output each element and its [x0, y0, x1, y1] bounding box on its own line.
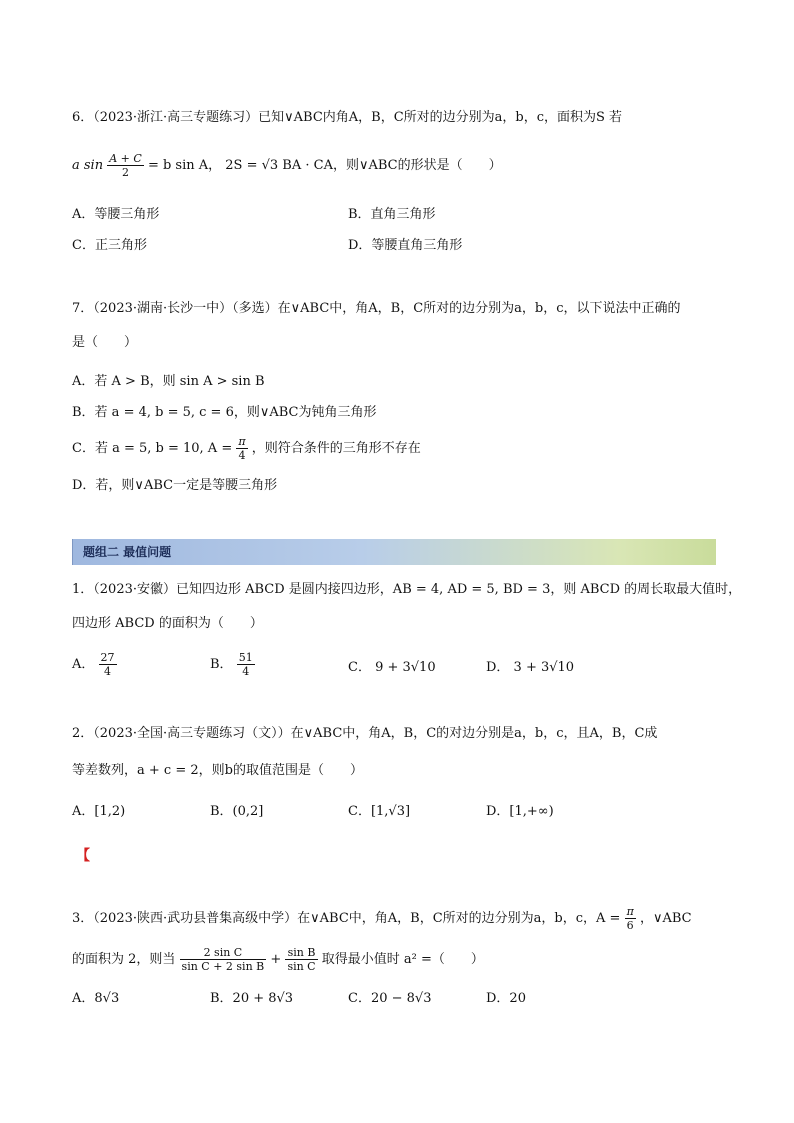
q6-option-d: D．等腰直角三角形 — [348, 238, 463, 253]
section-header-bar — [72, 539, 716, 565]
s2q1-option-b-fraction — [237, 651, 255, 678]
section-title: 题组二 最值问题 — [83, 545, 172, 559]
s2q2-option-c: C．[1,√3] — [348, 804, 411, 819]
s2q3-frac2-den: sin C — [287, 960, 316, 973]
s2q3-fraction-1 — [180, 946, 267, 973]
s2q1-line2: 四边形 ABCD 的面积为（ ） — [72, 616, 263, 631]
s2q2-line1: 2．（2023·全国·高三专题练习（文））在∨ABC中，角A，B，C的对边分别是a，b，c，且A，B，C成 — [72, 726, 658, 741]
s2q3-line1 — [72, 905, 692, 932]
q6-frac-den: 2 — [122, 166, 130, 179]
s2q1-option-b — [210, 651, 255, 678]
q6-line2-prefix: a sin — [72, 158, 104, 173]
s2q3-plus: + — [270, 952, 282, 967]
s2q3-frac-a-num: π — [626, 905, 634, 918]
s2q1-option-d: D． 3 + 3√10 — [486, 660, 575, 675]
q6-line1: 6．（2023·浙江·高三专题练习）已知∨ABC内角A，B，C所对的边分别为a，b，c，面积为S 若 — [72, 110, 623, 125]
s2q3-frac1-num: 2 sin C — [180, 946, 267, 960]
s2q3-fraction-2 — [285, 946, 317, 973]
s2q3-line1-prefix: 3．（2023·陕西·武功县普集高级中学）在∨ABC中，角A，B，C所对的边分别为a，b，c，A = — [72, 911, 621, 926]
s2q3-fraction-a — [625, 905, 636, 932]
q6-frac-num: A + C — [109, 152, 142, 165]
s2q3-frac1-den: sin C + 2 sin B — [181, 960, 265, 973]
s2q3-option-c: C．20 − 8√3 — [348, 991, 432, 1006]
s2q1-option-b-den: 4 — [242, 665, 250, 678]
s2q1-option-a-den: 4 — [104, 665, 112, 678]
q6-option-b: B．直角三角形 — [348, 207, 436, 222]
q7-frac-num: π — [238, 435, 246, 448]
s2q1-option-c: C． 9 + 3√10 — [348, 660, 436, 675]
q7-line1: 7．（2023·湖南·长沙一中）（多选）在∨ABC中，角A，B，C所对的边分别为a，b，c，以下说法中正确的 — [72, 301, 681, 316]
q6-fraction — [107, 152, 144, 179]
q7-option-c-suffix: ，则符合条件的三角形不存在 — [251, 441, 421, 456]
s2q1-option-b-label: B． — [210, 657, 233, 672]
q7-option-c — [72, 435, 421, 462]
q7-option-a: A．若 A > B，则 sin A > sin B — [72, 374, 265, 389]
q7-line2: 是（ ） — [72, 335, 138, 350]
s2q2-option-b: B．(0,2] — [210, 804, 264, 819]
q7-fraction — [236, 435, 247, 462]
q6-line2 — [72, 152, 502, 179]
red-bracket-mark: 【 — [76, 848, 90, 864]
s2q3-option-d: D．20 — [486, 991, 526, 1006]
q6-option-a: A．等腰三角形 — [72, 207, 160, 222]
s2q3-line2-suffix: 取得最小值时 a² =（ ） — [321, 952, 484, 967]
s2q1-option-a-num: 27 — [100, 651, 115, 664]
s2q2-line2: 等差数列，a + c = 2，则b的取值范围是（ ） — [72, 763, 363, 778]
s2q3-option-b: B．20 + 8√3 — [210, 991, 294, 1006]
s2q1-option-a-fraction — [99, 651, 117, 678]
s2q3-frac-a-den: 6 — [626, 919, 634, 932]
q7-frac-den: 4 — [238, 449, 246, 462]
s2q3-frac2-num: sin B — [285, 946, 317, 960]
s2q3-line2 — [72, 946, 484, 973]
s2q2-option-a: A．[1,2) — [72, 804, 126, 819]
q6-option-c: C．正三角形 — [72, 238, 147, 253]
s2q1-option-a-label: A． — [72, 657, 95, 672]
q6-line2-suffix: = b sin A， 2S = √3 BA · CA，则∨ABC的形状是（ ） — [147, 158, 502, 173]
s2q1-line1: 1．（2023·安徽）已知四边形 ABCD 是圆内接四边形，AB = 4, AD = 5, BD = 3，则 ABCD 的周长取最大值时， — [72, 582, 742, 597]
s2q3-line1-suffix: ，∨ABC — [639, 911, 692, 926]
q7-option-d: D．若，则∨ABC一定是等腰三角形 — [72, 478, 278, 493]
s2q2-option-d: D．[1,+∞) — [486, 804, 554, 819]
s2q3-line2-prefix: 的面积为 2，则当 — [72, 952, 176, 967]
q7-option-c-prefix: C．若 a = 5, b = 10, A = — [72, 441, 233, 456]
s2q1-option-b-num: 51 — [238, 651, 253, 664]
s2q3-option-a: A．8√3 — [72, 991, 120, 1006]
s2q1-option-a — [72, 651, 117, 678]
q7-option-b: B．若 a = 4, b = 5, c = 6，则∨ABC为钝角三角形 — [72, 405, 377, 420]
